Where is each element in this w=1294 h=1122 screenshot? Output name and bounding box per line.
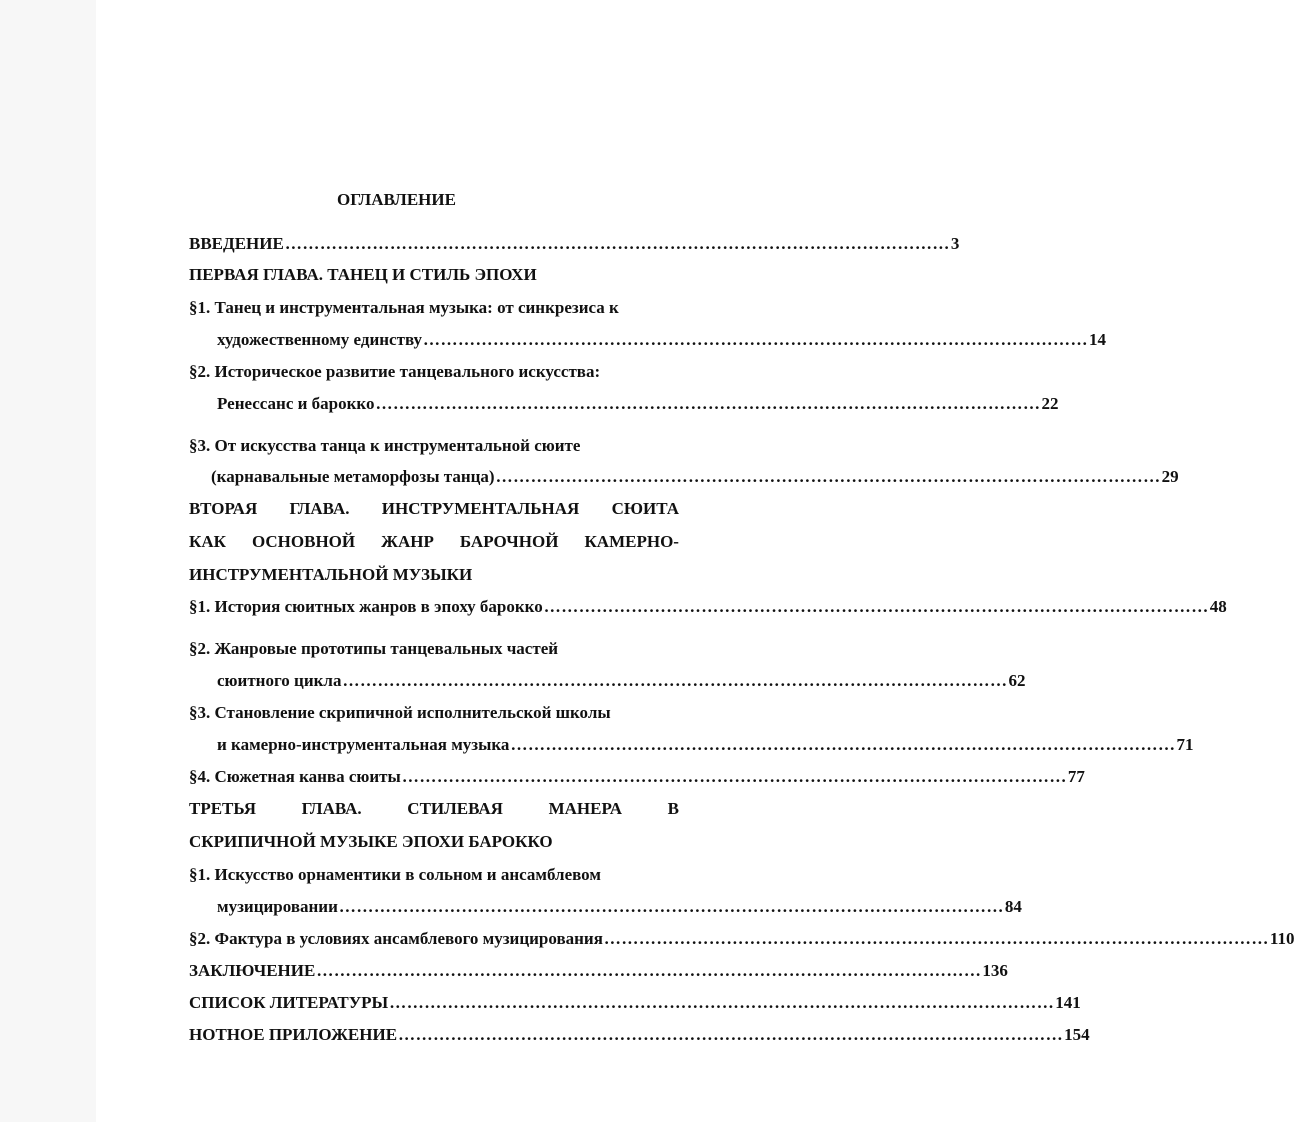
page-number: 110 [1269, 929, 1294, 948]
page-number: 71 [1176, 735, 1194, 754]
entry-label: ЗАКЛЮЧЕНИЕ [189, 961, 316, 980]
toc-entry-2-1 [189, 597, 1227, 617]
toc-title: ОГЛАВЛЕНИЕ [337, 190, 456, 209]
entry-label: и камерно-инструментальная музыка [217, 735, 510, 754]
page-number: 48 [1209, 597, 1227, 616]
leader-dots: …………………………………………………………………………………………………… [495, 467, 1161, 486]
page-number: 136 [982, 961, 1008, 980]
chapter-3-title-line2: СКРИПИЧНОЙ МУЗЫКЕ ЭПОХИ БАРОККО [189, 832, 553, 851]
leader-dots: …………………………………………………………………………………………………… [338, 897, 1004, 916]
leader-dots: …………………………………………………………………………………………………… [401, 767, 1067, 786]
page-number: 22 [1041, 394, 1059, 413]
toc-entry-intro [189, 234, 960, 254]
leader-dots: …………………………………………………………………………………………………… [603, 929, 1269, 948]
toc-entry-2-3-line2 [189, 735, 1194, 755]
entry-label: Ренессанс и барокко [217, 394, 375, 413]
toc-entry-2-2-line2 [189, 671, 1026, 691]
chapter-2-title-line3: ИНСТРУМЕНТАЛЬНОЙ МУЗЫКИ [189, 565, 473, 584]
entry-label: художественному единству [217, 330, 423, 349]
leader-dots: …………………………………………………………………………………………………… [316, 961, 982, 980]
chapter-2-title-line2: КАК ОСНОВНОЙ ЖАНР БАРОЧНОЙ КАМЕРНО- [189, 532, 679, 551]
leader-dots: …………………………………………………………………………………………………… [510, 735, 1176, 754]
leader-dots: …………………………………………………………………………………………………… [389, 993, 1055, 1012]
toc-entry-3-2 [189, 929, 1294, 949]
entry-label: (карнавальные метаморфозы танца) [211, 467, 495, 486]
entry-label: §1. История сюитных жанров в эпоху барокко [189, 597, 543, 616]
page-number: 141 [1055, 993, 1081, 1012]
chapter-2-title-line1: ВТОРАЯ ГЛАВА. ИНСТРУМЕНТАЛЬНАЯ СЮИТА [189, 499, 679, 518]
entry-label: §4. Сюжетная канва сюиты [189, 767, 401, 786]
toc-entry-2-2-line1: §2. Жанровые прототипы танцевальных частей [189, 639, 559, 658]
leader-dots: …………………………………………………………………………………………………… [342, 671, 1008, 690]
toc-entry-3-1-line1: §1. Искусство орнаментики в сольном и ансамблевом [189, 865, 601, 884]
leader-dots: …………………………………………………………………………………………………… [398, 1025, 1064, 1044]
entry-label: музицировании [217, 897, 338, 916]
leader-dots: …………………………………………………………………………………………………… [284, 234, 950, 253]
toc-entry-literature [189, 993, 1081, 1013]
toc-entry-1-1-line1: §1. Танец и инструментальная музыка: от синкрезиса к [189, 298, 619, 317]
page-number: 29 [1161, 467, 1179, 486]
entry-label: ВВЕДЕНИЕ [189, 234, 284, 253]
chapter-3-title-line1: ТРЕТЬЯ ГЛАВА. СТИЛЕВАЯ МАНЕРА В [189, 799, 679, 818]
page-number: 62 [1008, 671, 1026, 690]
leader-dots: …………………………………………………………………………………………………… [375, 394, 1041, 413]
page-number: 14 [1089, 330, 1107, 349]
entry-label: сюитного цикла [217, 671, 342, 690]
page-number: 3 [950, 234, 960, 253]
toc-entry-appendix [189, 1025, 1090, 1045]
page-number: 154 [1064, 1025, 1090, 1044]
toc-entry-1-2-line2 [189, 394, 1059, 414]
toc-entry-2-3-line1: §3. Становление скрипичной исполнительской школы [189, 703, 611, 722]
toc-entry-1-3-line1: §3. От искусства танца к инструментальной сюите [189, 436, 581, 455]
chapter-1-title: ПЕРВАЯ ГЛАВА. ТАНЕЦ И СТИЛЬ ЭПОХИ [189, 265, 537, 284]
toc-entry-1-3-line2 [189, 467, 1179, 487]
entry-label: §2. Фактура в условиях ансамблевого музицирования [189, 929, 603, 948]
leader-dots: …………………………………………………………………………………………………… [543, 597, 1209, 616]
entry-label: НОТНОЕ ПРИЛОЖЕНИЕ [189, 1025, 398, 1044]
leader-dots: …………………………………………………………………………………………………… [423, 330, 1089, 349]
toc-entry-1-2-line1: §2. Историческое развитие танцевального искусства: [189, 362, 601, 381]
page-number: 84 [1004, 897, 1022, 916]
entry-label: СПИСОК ЛИТЕРАТУРЫ [189, 993, 389, 1012]
toc-entry-2-4 [189, 767, 1085, 787]
page-number: 77 [1067, 767, 1085, 786]
toc-entry-conclusion [189, 961, 1008, 981]
toc-entry-3-1-line2 [189, 897, 1022, 917]
toc-entry-1-1-line2 [189, 330, 1107, 350]
